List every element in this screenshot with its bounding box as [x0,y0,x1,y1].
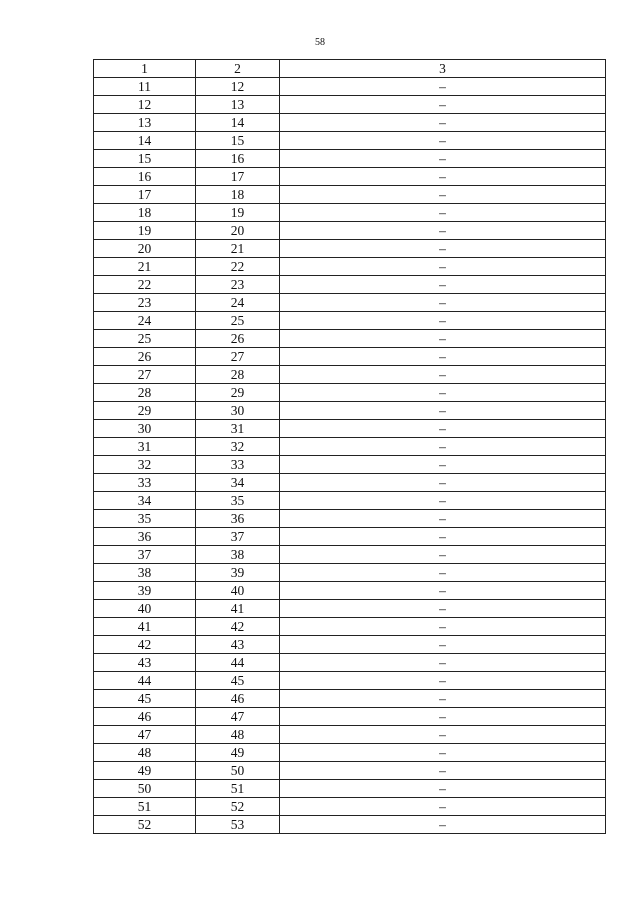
table-row [94,474,606,492]
table-row [94,348,606,366]
table-row [94,816,606,834]
table-cell-col2: 32 [196,438,280,456]
table-cell-col2: 39 [196,564,280,582]
table-row [94,420,606,438]
table-row [94,726,606,744]
table-cell-col2: 30 [196,402,280,420]
table-cell-col1: 52 [94,816,196,834]
table-row [94,744,606,762]
table-cell-col1: 22 [94,276,196,294]
table-cell-col3: – [280,654,606,672]
table-cell-col2: 25 [196,312,280,330]
table-cell-col2: 27 [196,348,280,366]
table-cell-col1: 28 [94,384,196,402]
table-cell-col3: – [280,222,606,240]
table-cell-col2: 45 [196,672,280,690]
table-row [94,402,606,420]
table-cell-col3: – [280,276,606,294]
table-cell-col2: 18 [196,186,280,204]
table-cell-col2: 26 [196,330,280,348]
table-cell-col1: 11 [94,78,196,96]
table-cell-col3: – [280,744,606,762]
table-cell-col3: – [280,762,606,780]
table-cell-col2: 42 [196,618,280,636]
table-cell-col2: 23 [196,276,280,294]
table-body [94,78,606,834]
table-cell-col1: 48 [94,744,196,762]
table-cell-col3: – [280,564,606,582]
table-cell-col3: – [280,510,606,528]
table-row [94,132,606,150]
table-cell-col1: 49 [94,762,196,780]
table-row [94,582,606,600]
table-cell-col3: – [280,816,606,834]
table-header-row [94,60,606,78]
table-cell-col1: 27 [94,366,196,384]
table-cell-col2: 21 [196,240,280,258]
table-cell-col2: 35 [196,492,280,510]
table-cell-col3: – [280,258,606,276]
table-row [94,528,606,546]
table-cell-col1: 37 [94,546,196,564]
table-cell-col3: – [280,366,606,384]
table-cell-col1: 41 [94,618,196,636]
table-cell-col1: 51 [94,798,196,816]
table-cell-col3: – [280,132,606,150]
table-cell-col2: 14 [196,114,280,132]
table-cell-col1: 15 [94,150,196,168]
table-cell-col3: – [280,690,606,708]
table-cell-col2: 22 [196,258,280,276]
table-cell-col1: 34 [94,492,196,510]
table-row [94,384,606,402]
table-cell-col3: – [280,456,606,474]
table-cell-col2: 24 [196,294,280,312]
table-row [94,708,606,726]
table-cell-col2: 15 [196,132,280,150]
table-row [94,222,606,240]
table-cell-col3: – [280,528,606,546]
table-row [94,762,606,780]
table-cell-col2: 34 [196,474,280,492]
table-row [94,618,606,636]
table-cell-col2: 46 [196,690,280,708]
table-cell-col1: 43 [94,654,196,672]
table-cell-col2: 43 [196,636,280,654]
table-cell-col1: 18 [94,204,196,222]
table-cell-col1: 20 [94,240,196,258]
table-row [94,798,606,816]
table-cell-col2: 31 [196,420,280,438]
table-cell-col1: 36 [94,528,196,546]
table-cell-col1: 35 [94,510,196,528]
table-cell-col2: 49 [196,744,280,762]
table-cell-col2: 36 [196,510,280,528]
table-cell-col2: 19 [196,204,280,222]
table-cell-col1: 29 [94,402,196,420]
table-cell-col3: – [280,546,606,564]
table-cell-col1: 39 [94,582,196,600]
table-row [94,546,606,564]
table-row [94,492,606,510]
table-cell-col3: – [280,618,606,636]
page-number: 58 [315,37,325,48]
table-row [94,654,606,672]
table-cell-col2: 20 [196,222,280,240]
table-cell-col2: 38 [196,546,280,564]
table-cell-col1: 38 [94,564,196,582]
table-row [94,186,606,204]
table-cell-col3: – [280,672,606,690]
table-cell-col2: 52 [196,798,280,816]
table-cell-col3: – [280,438,606,456]
table-cell-col2: 44 [196,654,280,672]
table-cell-col1: 50 [94,780,196,798]
table-cell-col3: – [280,492,606,510]
table-cell-col1: 17 [94,186,196,204]
table-cell-col3: – [280,636,606,654]
table-cell-col1: 44 [94,672,196,690]
table-cell-col1: 12 [94,96,196,114]
table-cell-col1: 21 [94,258,196,276]
table-cell-col2: 28 [196,366,280,384]
table-cell-col2: 16 [196,150,280,168]
table-cell-col2: 33 [196,456,280,474]
table-cell-col1: 33 [94,474,196,492]
table-cell-col3: – [280,240,606,258]
table-cell-col3: – [280,78,606,96]
table-cell-col1: 47 [94,726,196,744]
table-cell-col3: – [280,708,606,726]
table-cell-col2: 17 [196,168,280,186]
table-row [94,600,606,618]
column-header-1: 1 [94,60,196,78]
table-cell-col1: 45 [94,690,196,708]
table-cell-col3: – [280,726,606,744]
table-row [94,636,606,654]
table-cell-col3: – [280,204,606,222]
table-row [94,564,606,582]
table-cell-col1: 23 [94,294,196,312]
table-row [94,780,606,798]
table-cell-col2: 37 [196,528,280,546]
table-cell-col2: 50 [196,762,280,780]
table-row [94,168,606,186]
table-row [94,258,606,276]
table-cell-col2: 13 [196,96,280,114]
table-cell-col3: – [280,402,606,420]
table-row [94,690,606,708]
table-cell-col2: 12 [196,78,280,96]
table-cell-col1: 19 [94,222,196,240]
table-row [94,276,606,294]
table-cell-col2: 29 [196,384,280,402]
table-cell-col3: – [280,798,606,816]
table-row [94,96,606,114]
table-row [94,204,606,222]
table-cell-col3: – [280,150,606,168]
table-cell-col1: 40 [94,600,196,618]
table-row [94,240,606,258]
table-cell-col3: – [280,780,606,798]
table-cell-col3: – [280,168,606,186]
table-cell-col1: 14 [94,132,196,150]
table-cell-col1: 25 [94,330,196,348]
table-row [94,510,606,528]
table-cell-col3: – [280,96,606,114]
table-cell-col1: 16 [94,168,196,186]
data-table [93,59,606,834]
table-cell-col2: 51 [196,780,280,798]
table-row [94,294,606,312]
table-row [94,312,606,330]
table-row [94,366,606,384]
table-cell-col3: – [280,294,606,312]
table-row [94,330,606,348]
table-cell-col3: – [280,312,606,330]
table-cell-col3: – [280,582,606,600]
table-cell-col1: 42 [94,636,196,654]
table-cell-col1: 30 [94,420,196,438]
table-cell-col3: – [280,114,606,132]
table-row [94,78,606,96]
table-cell-col2: 47 [196,708,280,726]
table-cell-col3: – [280,348,606,366]
table-row [94,114,606,132]
table-cell-col3: – [280,186,606,204]
table-row [94,438,606,456]
table-cell-col3: – [280,600,606,618]
table-cell-col3: – [280,420,606,438]
table-cell-col3: – [280,384,606,402]
table-row [94,672,606,690]
table-cell-col3: – [280,330,606,348]
table-cell-col1: 26 [94,348,196,366]
table-cell-col2: 41 [196,600,280,618]
table-cell-col2: 53 [196,816,280,834]
table-cell-col1: 24 [94,312,196,330]
column-header-3: 3 [280,60,606,78]
table-cell-col1: 13 [94,114,196,132]
table-row [94,150,606,168]
table-cell-col1: 32 [94,456,196,474]
table-cell-col2: 48 [196,726,280,744]
column-header-2: 2 [196,60,280,78]
table-row [94,456,606,474]
table-cell-col1: 46 [94,708,196,726]
table-cell-col3: – [280,474,606,492]
table-cell-col2: 40 [196,582,280,600]
table-cell-col1: 31 [94,438,196,456]
